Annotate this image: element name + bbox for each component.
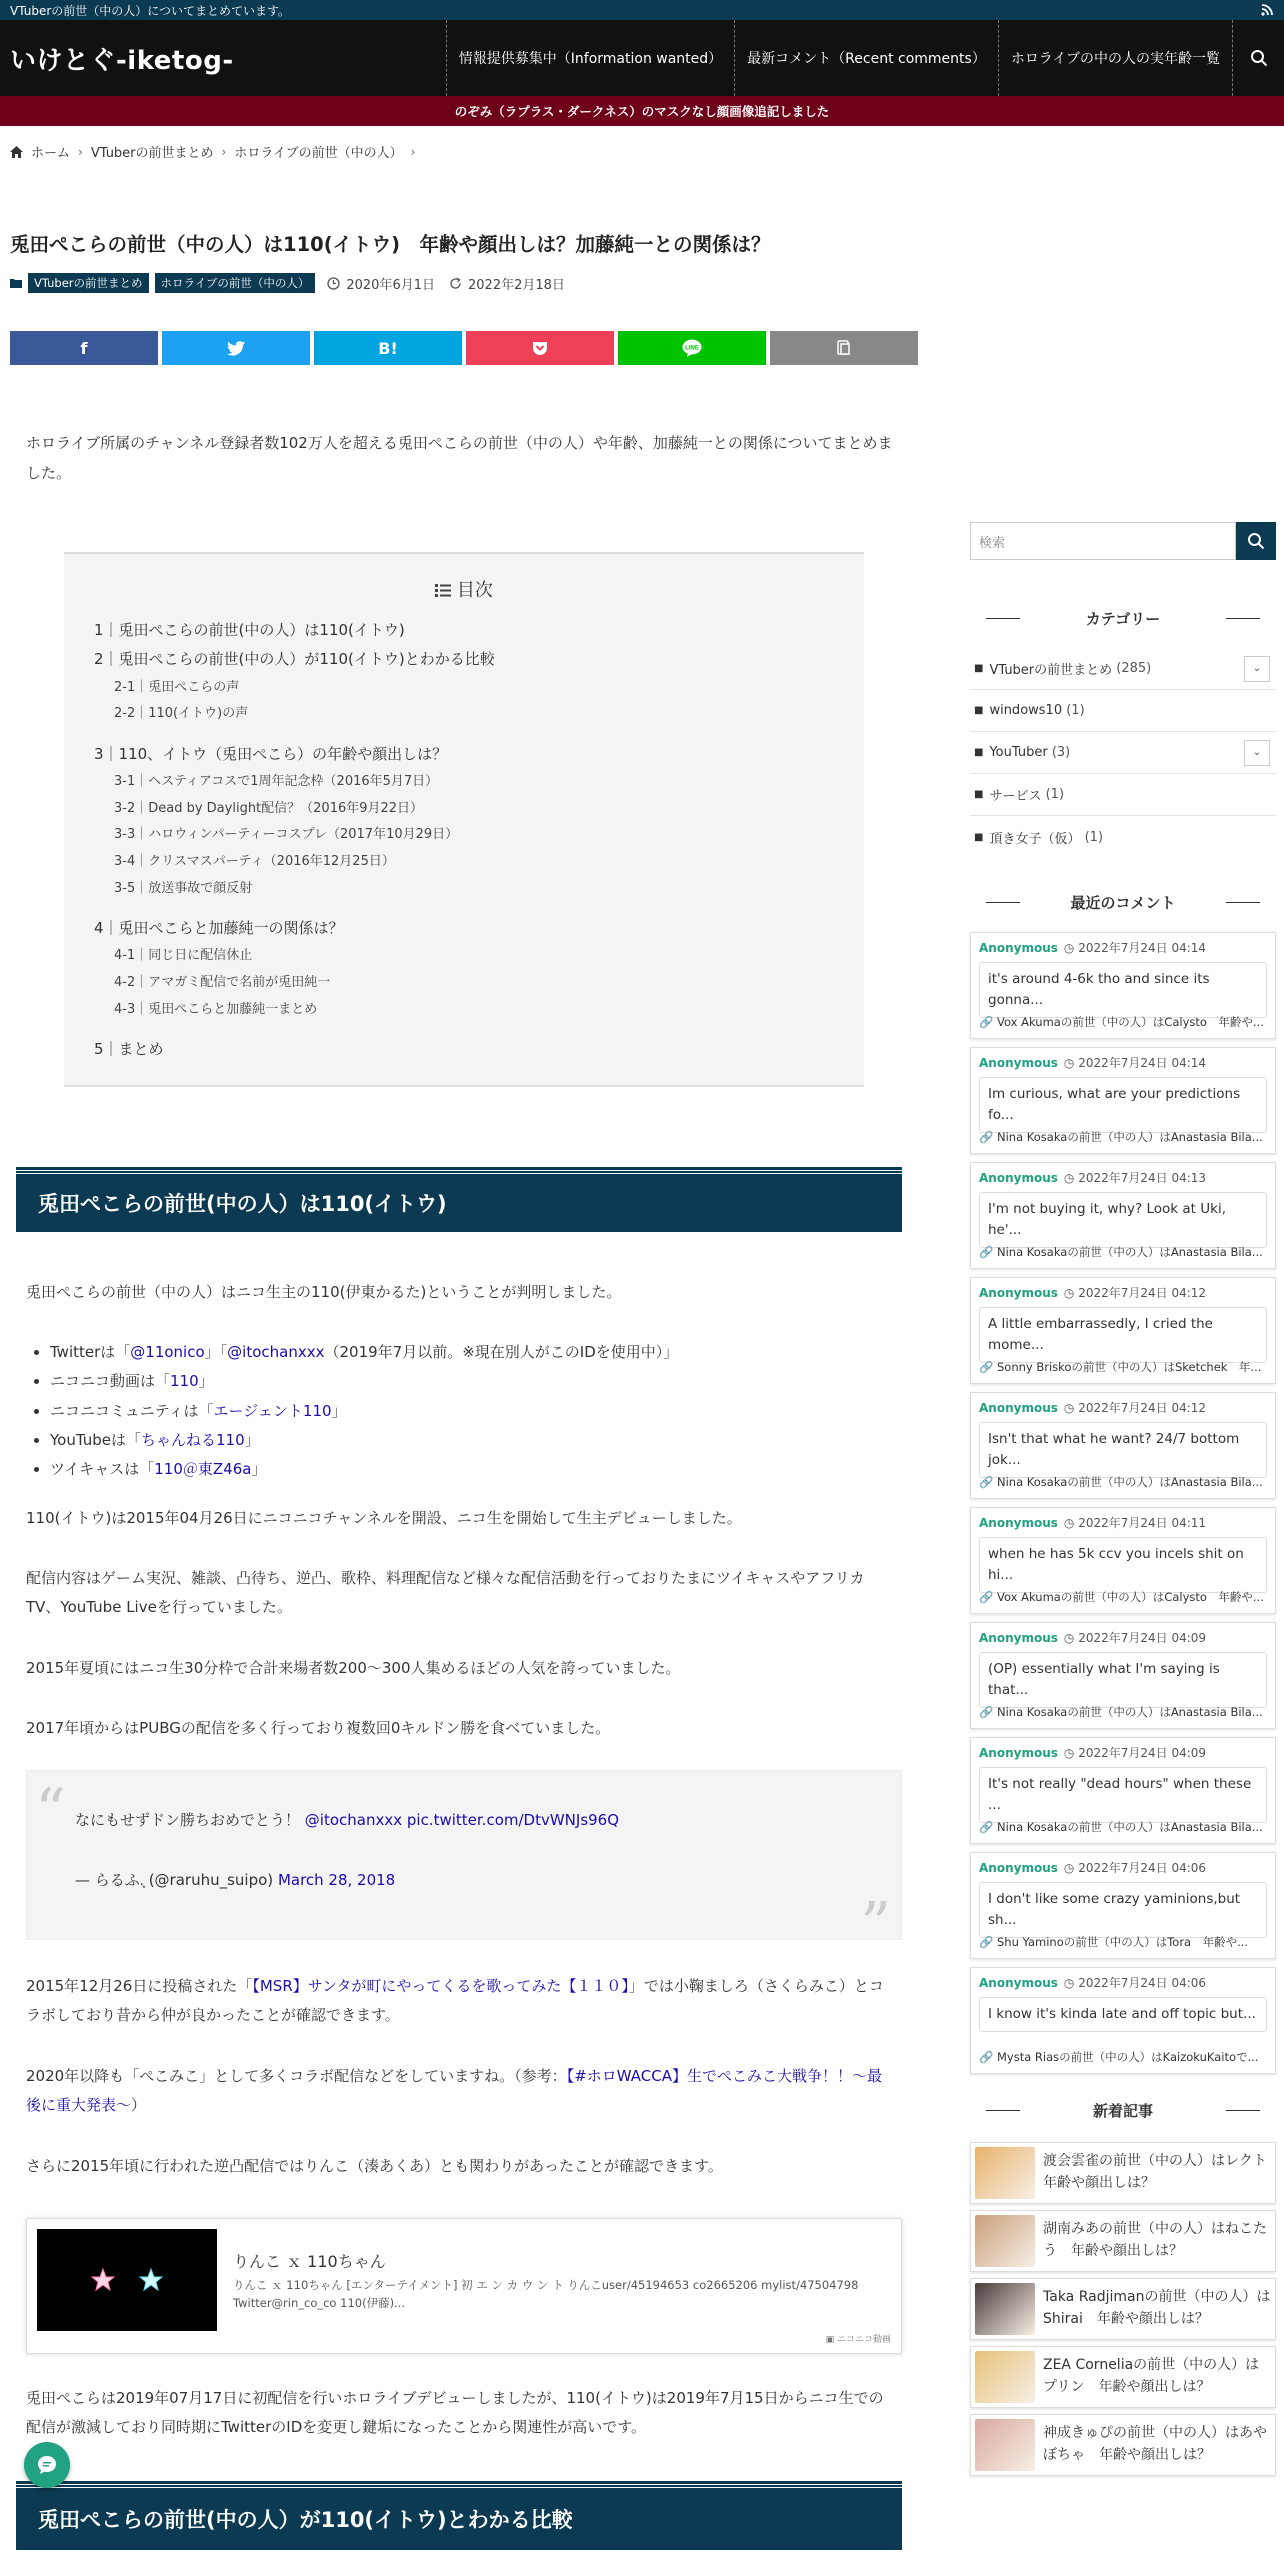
hatena-icon: B! xyxy=(378,338,398,358)
comment-author: Anonymous xyxy=(979,1860,1058,1875)
comment-date: ◷ 2022年7月24日 04:12 xyxy=(1063,1286,1207,1300)
list-icon xyxy=(435,584,451,597)
comment-author: Anonymous xyxy=(979,1515,1058,1530)
comment-post-link[interactable]: 🔗 Nina Kosakaの前世（中の人）はAnastasia Bila... xyxy=(979,1705,1263,1719)
line-icon-text: LINE xyxy=(685,345,699,352)
comment-header xyxy=(979,1629,1267,1646)
comment-post-link[interactable]: 🔗 Nina Kosakaの前世（中の人）はAnastasia Bila... xyxy=(979,1245,1263,1259)
tweet-date[interactable]: March 28, 2018 xyxy=(277,1871,396,1889)
link-icon: 🔗 xyxy=(979,1705,994,1719)
clock-icon: ◷ xyxy=(1063,941,1075,955)
link-icon: 🔗 xyxy=(979,1475,994,1489)
folder-icon: ■ xyxy=(974,789,984,800)
notice-bar[interactable]: のぞみ（ラプラス・ダークネス）のマスクなし顔画像追記しました xyxy=(0,96,1284,126)
toc-item[interactable]: 4｜兎田ぺこらと加藤純一の関係は？ xyxy=(94,919,344,938)
video-link[interactable]: 【#ホロWACCA】生でぺこみこ大戦争！！〜最後に重大発表〜 xyxy=(26,2067,882,2115)
comment-date: ◷ 2022年7月24日 04:09 xyxy=(1063,1631,1207,1645)
comment-author: Anonymous xyxy=(979,940,1058,955)
chevron-down-icon[interactable]: ⌄ xyxy=(1244,740,1270,766)
section1-lead: 兎田ぺこらの前世（中の人）はニコ生主の110(伊東かるた)ということが判明しました。 xyxy=(26,1283,622,1301)
global-nav xyxy=(446,20,1284,96)
card-source: ▣ ニコニコ動画 xyxy=(825,2335,891,2345)
comment-header xyxy=(979,1284,1267,1301)
account-list xyxy=(50,1338,678,1484)
link-icon: 🔗 xyxy=(979,1130,994,1144)
facebook-icon: f xyxy=(80,338,88,358)
clock-icon xyxy=(327,277,340,290)
comment-post-link[interactable]: 🔗 Nina Kosakaの前世（中の人）はAnastasia Bila... xyxy=(979,1130,1263,1144)
category-item[interactable]: ■ 頂き女子（仮） (1) xyxy=(974,829,1104,847)
comment-item[interactable] xyxy=(970,1047,1276,1154)
rss-icon[interactable] xyxy=(1260,3,1274,17)
comment-author: Anonymous xyxy=(979,1055,1058,1070)
comment-header xyxy=(979,1054,1267,1071)
link-icon: 🔗 xyxy=(979,1015,994,1029)
post-thumbnail xyxy=(975,2351,1035,2403)
toc-list xyxy=(94,616,834,1065)
widget-title-categories: カテゴリー xyxy=(970,598,1276,638)
clock-icon: ◷ xyxy=(1063,1631,1075,1645)
chat-icon xyxy=(36,2454,58,2476)
comment-date: ◷ 2022年7月24日 04:06 xyxy=(1063,1976,1207,1990)
post-title: 湖南みあの前世（中の人）はねこたう 年齢や顔出しは？ xyxy=(1043,2221,1267,2259)
list-item: • ニコニコミュニティは「エージェント110」 xyxy=(50,1397,678,1426)
comment-date: ◷ 2022年7月24日 04:06 xyxy=(1063,1861,1207,1875)
clock-icon: ◷ xyxy=(1063,1401,1075,1415)
line-icon xyxy=(682,339,702,357)
post-title: Taka Radjimanの前世（中の人）はShirai 年齢や顔出しは？ xyxy=(1043,2289,1271,2327)
comment-author: Anonymous xyxy=(979,1285,1058,1300)
paragraph: 兎田ぺこらは2019年07月17日に初配信を行いホロライブデビューしましたが、110(イトウ)は2019年7月15日からニコ生での配信が激減しており同時期にTwitterのIDを変更し鍵垢になったことから関連性が高いです。 xyxy=(26,2389,884,2437)
toc-subitem[interactable]: 3-2｜Dead by Daylight配信？（2016年9月22日） xyxy=(114,800,424,816)
comment-header xyxy=(979,939,1267,956)
new-post-item[interactable] xyxy=(970,2414,1276,2476)
comment-date: ◷ 2022年7月24日 04:12 xyxy=(1063,1401,1207,1415)
category-item[interactable]: ■ VTuberの前世まとめ (285) ⌄ xyxy=(970,648,1276,690)
section-heading: 兎田ぺこらの前世(中の人）は110(イトウ) xyxy=(16,1170,902,1232)
list-item: • ニコニコ動画は「110」 xyxy=(50,1367,678,1396)
article-title: 兎田ぺこらの前世（中の人）は110(イトウ) 年齢や顔出しは？加藤純一との関係は？ xyxy=(10,233,771,256)
comment-body[interactable]: I'm not buying it, why? Look at Uki, he'... xyxy=(979,1192,1267,1248)
comment-item[interactable] xyxy=(970,1277,1276,1384)
comment-item[interactable] xyxy=(970,1852,1276,1959)
comment-author: Anonymous xyxy=(979,1400,1058,1415)
twitter-link[interactable]: @itochanxxx xyxy=(227,1343,325,1361)
comment-post-link[interactable]: 🔗 Mysta Riasの前世（中の人）はKaizokuKaitoで... xyxy=(979,2050,1259,2064)
site-header xyxy=(0,20,1284,96)
post-thumbnail xyxy=(975,2419,1035,2471)
comment-author: Anonymous xyxy=(979,1745,1058,1760)
folder-icon: ■ xyxy=(974,831,984,843)
comment-item[interactable] xyxy=(970,1737,1276,1844)
sidebar xyxy=(970,522,1281,2482)
category-badge[interactable]: ホロライブの前世（中の人） xyxy=(155,273,316,293)
tweet-text: なにもせずドン勝ちおめでとう！ @itochanxxx pic.twitter.com/DtvWNJs96Q xyxy=(75,1811,620,1829)
comment-body[interactable]: I don't like some crazy yaminions,but sh... xyxy=(979,1882,1267,1938)
comment-header xyxy=(979,1399,1267,1416)
site-logo[interactable]: いけとぐ-iketog- xyxy=(10,45,234,76)
toc-subitem[interactable]: 3-5｜放送事故で顔反射 xyxy=(114,880,253,896)
breadcrumb-vtuber[interactable]: VTuberの前世まとめ xyxy=(90,146,214,161)
paragraph: 110(イトウ)は2015年04月26日にニコニコチャンネルを開設、ニコ生を開始して生主デビューしました。 xyxy=(26,1509,742,1527)
video-link[interactable]: 【MSR】サンタが町にやってくるを歌ってみた【１１０】 xyxy=(252,1977,629,1995)
toc-subitem[interactable]: 3-4｜クリスマスパーティ（2016年12月25日） xyxy=(114,853,395,869)
link-icon: 🔗 xyxy=(979,2050,994,2064)
comment-body[interactable]: it's around 4-6k tho and since its gonna... xyxy=(979,962,1267,1018)
toc-subitem[interactable]: 2-1｜兎田ぺこらの声 xyxy=(114,679,240,695)
tweet-author: — らるふ.͙ (@raruhu_suipo) March 28, 2018 xyxy=(75,1871,396,1889)
folder-icon: ■ xyxy=(974,663,984,674)
list-item: • ツイキャスは「110＠東Z46a」 xyxy=(50,1455,678,1484)
comment-post-link[interactable]: 🔗 Nina Kosakaの前世（中の人）はAnastasia Bila... xyxy=(979,1820,1263,1834)
comment-list xyxy=(970,932,1276,2074)
share-facebook-button[interactable] xyxy=(10,331,158,365)
comment-item[interactable] xyxy=(970,1507,1276,1614)
share-pocket-button[interactable] xyxy=(466,331,614,365)
comment-date: ◷ 2022年7月24日 04:14 xyxy=(1063,941,1207,955)
link-icon: 🔗 xyxy=(979,1820,994,1834)
paragraph: さらに2015年頃に行われた逆凸配信ではりんこ（湊あくあ）とも関わりがあったことが確認できます。 xyxy=(26,2157,723,2175)
search-button[interactable] xyxy=(1236,522,1276,560)
table-of-contents xyxy=(64,552,864,1087)
nav-item-hololive-ages[interactable]: ホロライブの中の人の実年齢一覧 xyxy=(998,20,1232,96)
community-link[interactable]: エージェント110 xyxy=(213,1401,332,1420)
comment-body[interactable]: I know it's kinda late and off topic but... xyxy=(979,1997,1267,2032)
twitter-icon xyxy=(227,341,245,356)
comment-body[interactable]: Isn't that what he want? 24/7 bottom jok... xyxy=(979,1422,1267,1478)
list-item: • Twitterは「@11onico」「@itochanxxx（2019年7月以前。※現在別人がこのIDを使用中）」 xyxy=(50,1338,678,1367)
toc-subitem[interactable]: 3-1｜ヘスティアコスで1周年記念枠（2016年5月7日） xyxy=(114,774,439,790)
new-post-item[interactable] xyxy=(970,2278,1276,2340)
published-date: 2020年6月1日 xyxy=(346,277,435,293)
comment-post-link[interactable]: 🔗 Shu Yaminoの前世（中の人）はTora 年齢や... xyxy=(979,1935,1249,1949)
category-item[interactable]: ■ サービス (1) xyxy=(970,774,1276,816)
post-title: ZEA Corneliaの前世（中の人）はプリン 年齢や顔出しは？ xyxy=(1043,2357,1260,2395)
chevron-right-icon: › xyxy=(410,144,416,159)
toc-subitem[interactable]: 2-2｜110(イトウ)の声 xyxy=(114,706,249,722)
category-badge[interactable]: VTuberの前世まとめ xyxy=(28,273,149,293)
comment-fab-button[interactable] xyxy=(24,2442,70,2488)
update-icon xyxy=(449,277,462,290)
folder-icon: ■ xyxy=(974,747,984,758)
paragraph: 2015年12月26日に投稿された「【MSR】サンタが町にやってくるを歌ってみた【１１０】」では小鞠ましろ（さくらみこ）とコラボしており昔から仲が良かったことが確認できます。 xyxy=(26,1977,884,2025)
clock-icon: ◷ xyxy=(1063,1286,1075,1300)
tweet-links[interactable]: @itochanxxx pic.twitter.com/DtvWNJs96Q xyxy=(304,1811,620,1829)
new-post-item[interactable] xyxy=(970,2346,1276,2408)
main-content xyxy=(10,230,918,1059)
section-heading: 兎田ぺこらの前世(中の人）が110(イトウ)とわかる比較 xyxy=(16,2484,902,2550)
comment-post-link[interactable]: 🔗 Sonny Briskoの前世（中の人）はSketchek 年... xyxy=(979,1360,1262,1374)
sidebar-search xyxy=(970,522,1276,560)
comment-header xyxy=(979,1744,1267,1761)
chevron-right-icon: › xyxy=(221,144,227,159)
comment-item[interactable] xyxy=(970,1162,1276,1269)
pocket-icon xyxy=(532,341,548,356)
comment-body[interactable]: It's not really "dead hours" when these ... xyxy=(979,1767,1267,1823)
toc-item[interactable]: 5｜まとめ xyxy=(94,1040,164,1059)
new-post-list xyxy=(970,2142,1281,2476)
paragraph: 2017年頃からはPUBGの配信を多く行っており複数回0キルドン勝を食べていました。 xyxy=(26,1719,611,1737)
toc-subitem[interactable]: 3-3｜ハロウィンパーティーコスプレ（2017年10月29日） xyxy=(114,827,459,843)
twitter-link[interactable]: @11onico xyxy=(130,1343,205,1361)
category-list xyxy=(970,648,1276,858)
home-icon xyxy=(10,146,23,158)
search-icon xyxy=(1247,532,1265,550)
paragraph: 配信内容はゲーム実況、雑談、凸待ち、逆凸、歌枠、料理配信など様々な配信活動を行っておりたまにツイキャスやアフリカTV、YouTube Liveを行っていました。 xyxy=(26,1569,865,1617)
search-input[interactable]: 検索 xyxy=(970,522,1236,560)
comment-item[interactable] xyxy=(970,1622,1276,1729)
widget-title-comments: 最近のコメント xyxy=(970,882,1276,922)
comment-header xyxy=(979,1514,1267,1531)
article-intro: ホロライブ所属のチャンネル登録者数102万人を超える兎田ぺこらの前世（中の人）や年齢、加藤純一との関係についてまとめました。 xyxy=(26,434,893,482)
link-icon: 🔗 xyxy=(979,1245,994,1259)
comment-body[interactable]: A little embarrassedly, I cried the mome... xyxy=(979,1307,1267,1363)
chevron-right-icon: › xyxy=(78,144,83,159)
comment-header xyxy=(979,1169,1267,1186)
comment-header xyxy=(979,1974,1267,1991)
toc-item[interactable]: 3｜110、イトウ（兎田ぺこら）の年齢や顔出しは？ xyxy=(94,744,448,763)
niconico-link[interactable]: 110 xyxy=(170,1372,199,1391)
star-icon xyxy=(37,2229,217,2331)
clock-icon: ◷ xyxy=(1063,1171,1075,1185)
site-description: VTuberの前世（中の人）についてまとめています。 xyxy=(10,3,291,18)
article-meta xyxy=(10,273,918,293)
link-icon: 🔗 xyxy=(979,1935,994,1949)
comment-date: ◷ 2022年7月24日 04:14 xyxy=(1063,1056,1207,1070)
comment-body[interactable]: when he has 5k ccv you incels shit on hi... xyxy=(979,1537,1267,1593)
paragraph: 2020年以降も「ぺこみこ」として多くコラボ配信などをしていますね。（参考：【#ホロWACCA】生でぺこみこ大戦争！！〜最後に重大発表〜） xyxy=(26,2067,882,2115)
new-post-item[interactable] xyxy=(970,2142,1281,2204)
toc-title-text: 目次 xyxy=(456,580,493,601)
paragraph: 2015年夏頃にはニコ生30分枠で合計来場者数200～300人集めるほどの人気を誇っていました。 xyxy=(26,1659,681,1677)
quote-close-icon: ” xyxy=(860,1890,891,1960)
clock-icon: ◷ xyxy=(1063,1516,1075,1530)
widget-title-new-posts: 新着記事 xyxy=(970,2090,1276,2130)
new-post-item[interactable] xyxy=(970,2210,1276,2272)
toc-subitem[interactable]: 4-1｜同じ日に配信休止 xyxy=(114,948,253,964)
comment-author: Anonymous xyxy=(979,1630,1058,1645)
category-item[interactable]: ■ windows10 (1) xyxy=(970,690,1276,732)
updated-date: 2022年2月18日 xyxy=(468,277,565,293)
comment-post-link[interactable]: 🔗 Nina Kosakaの前世（中の人）はAnastasia Bila... xyxy=(979,1475,1263,1489)
comment-body[interactable]: (OP) essentially what I'm saying is that... xyxy=(979,1652,1267,1708)
comment-author: Anonymous xyxy=(979,1975,1058,1990)
toc-title xyxy=(94,576,834,602)
comment-item[interactable] xyxy=(970,1967,1276,2074)
nav-item-information-wanted[interactable]: 情報提供募集中（Information wanted） xyxy=(446,20,734,96)
share-twitter-button[interactable] xyxy=(162,331,310,365)
post-title: 渡会雲雀の前世（中の人）はレクト 年齢や顔出しは？ xyxy=(1043,2153,1281,2191)
comment-header xyxy=(979,1859,1267,1876)
embedded-tweet xyxy=(26,1770,902,1960)
post-thumbnail xyxy=(975,2215,1035,2267)
comment-item[interactable] xyxy=(970,932,1276,1039)
share-line-button[interactable] xyxy=(618,331,766,365)
list-item: • YouTubeは「ちゃんねる110」 xyxy=(50,1426,678,1455)
comment-post-link[interactable]: 🔗 Vox Akumaの前世（中の人）はCalysto 年齢や... xyxy=(979,1590,1264,1604)
category-item[interactable]: ■ YouTuber (3) ⌄ xyxy=(970,732,1276,774)
nav-item-recent-comments[interactable]: 最新コメント（Recent comments） xyxy=(734,20,998,96)
card-title: りんこ ｘ 110ちゃん xyxy=(233,2252,386,2271)
post-thumbnail xyxy=(975,2147,1035,2199)
toc-subitem[interactable]: 4-3｜兎田ぺこらと加藤純一まとめ xyxy=(114,1001,318,1017)
comment-date: ◷ 2022年7月24日 04:13 xyxy=(1063,1171,1207,1185)
youtube-link[interactable]: ちゃんねる110 xyxy=(141,1430,245,1449)
link-icon: 🔗 xyxy=(979,1360,994,1374)
comment-post-link[interactable]: 🔗 Vox Akumaの前世（中の人）はCalysto 年齢や... xyxy=(979,1015,1264,1029)
top-bar xyxy=(0,0,1284,20)
folder-icon xyxy=(10,278,22,288)
toc-item[interactable]: 1｜兎田ぺこらの前世(中の人）は110(イトウ) xyxy=(94,621,405,639)
clock-icon: ◷ xyxy=(1063,1861,1075,1875)
comment-item[interactable] xyxy=(970,1392,1276,1499)
twitcasting-link[interactable]: 110＠東Z46a xyxy=(154,1460,252,1478)
comment-body[interactable]: Im curious, what are your predictions fo... xyxy=(979,1077,1267,1133)
share-copy-button[interactable] xyxy=(770,331,918,365)
share-buttons xyxy=(10,331,918,365)
chevron-down-icon[interactable]: ⌄ xyxy=(1244,656,1270,682)
comment-date: ◷ 2022年7月24日 04:09 xyxy=(1063,1746,1207,1760)
video-thumbnail xyxy=(37,2229,217,2331)
clock-icon: ◷ xyxy=(1063,1746,1075,1760)
link-icon: 🔗 xyxy=(979,1590,994,1604)
toc-subitem[interactable]: 4-2｜アマガミ配信で名前が兎田純一 xyxy=(114,975,331,991)
breadcrumb-home[interactable]: ホーム xyxy=(31,146,71,161)
card-description: りんこ ｘ 110ちゃん [エンターテイメント] 初 エ ン カ ウ ン ト りんこuser/45194653 co2665206 mylist/47504798 Twitter@rin_co_co 110(伊藤)... xyxy=(233,2278,859,2310)
share-hatena-button[interactable] xyxy=(314,331,462,365)
post-thumbnail xyxy=(975,2283,1035,2335)
comment-date: ◷ 2022年7月24日 04:11 xyxy=(1063,1516,1207,1530)
comment-author: Anonymous xyxy=(979,1170,1058,1185)
post-title: 神成きゅぴの前世（中の人）はあやぼちゃ 年齢や顔出しは？ xyxy=(1043,2425,1267,2463)
toc-item[interactable]: 2｜兎田ぺこらの前世(中の人）が110(イトウ)とわかる比較 xyxy=(94,650,495,669)
breadcrumb xyxy=(10,142,415,161)
link-card[interactable] xyxy=(26,2218,902,2354)
folder-icon: ■ xyxy=(974,705,984,716)
copy-icon xyxy=(837,340,851,356)
breadcrumb-hololive[interactable]: ホロライブの前世（中の人） xyxy=(234,146,403,161)
clock-icon: ◷ xyxy=(1063,1976,1075,1990)
quote-open-icon: “ xyxy=(35,1776,66,1846)
search-icon[interactable] xyxy=(1232,20,1284,96)
clock-icon: ◷ xyxy=(1063,1056,1075,1070)
